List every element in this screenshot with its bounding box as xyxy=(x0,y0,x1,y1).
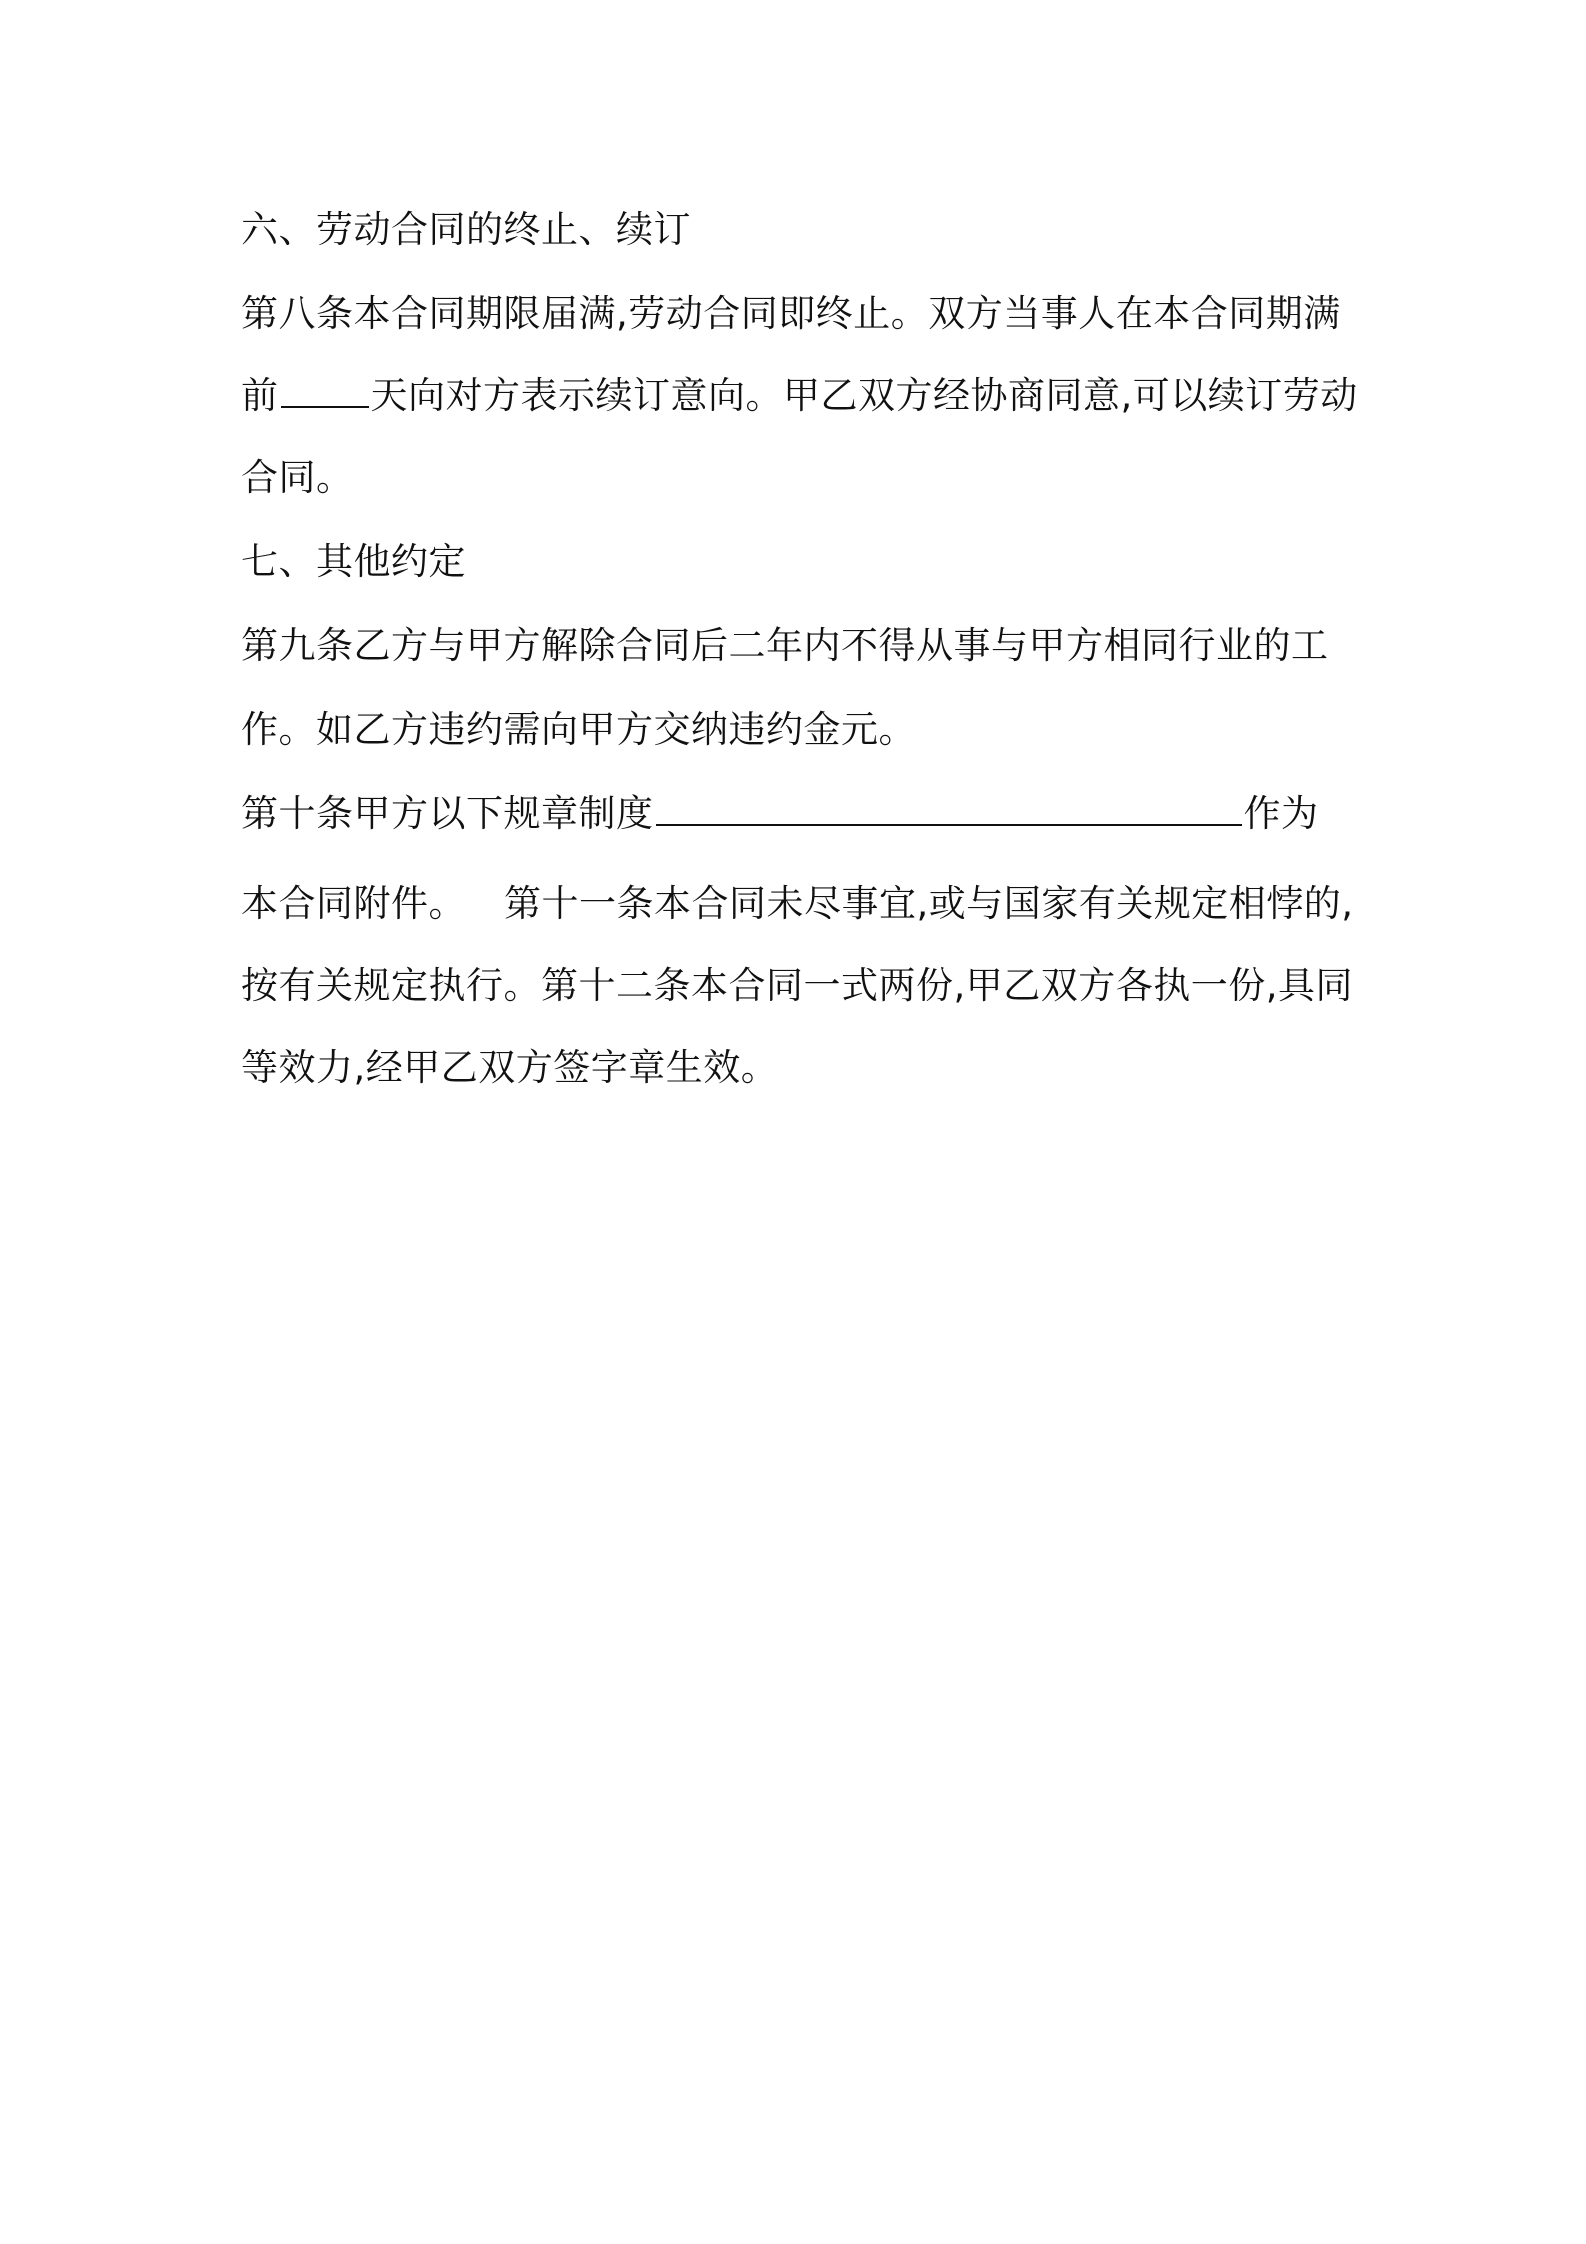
article-10-11-line xyxy=(241,880,1361,928)
article-8-line-2-prefix: 前 xyxy=(241,374,279,417)
article-8-line-2-suffix: 天向对方表示续订意向。甲乙双方经协商同意,可以续订劳动 xyxy=(370,374,1358,417)
article-11-12-line: 按有关规定执行。第十二条本合同一式两份,甲乙双方各执一份,具同 xyxy=(241,964,1354,1007)
section-6-heading: 六、劳动合同的终止、续订 xyxy=(241,208,691,251)
article-8-line-1: 第八条本合同期限届满,劳动合同即终止。双方当事人在本合同期满 xyxy=(241,292,1341,335)
renewal-days-blank xyxy=(281,374,369,408)
article-10-ending: 本合同附件。 xyxy=(241,882,466,925)
section-7-heading: 七、其他约定 xyxy=(241,540,466,583)
article-10-prefix: 第十条甲方以下规章制度 xyxy=(241,792,654,835)
article-9-line-1: 第九条乙方与甲方解除合同后二年内不得从事与甲方相同行业的工 xyxy=(241,624,1329,667)
article-10-line-1 xyxy=(241,790,1361,838)
article-10-suffix: 作为 xyxy=(1243,792,1319,835)
regulations-blank xyxy=(656,792,1242,826)
article-8-line-2 xyxy=(241,372,1361,420)
article-12-line-3: 等效力,经甲乙双方签字章生效。 xyxy=(241,1046,779,1089)
article-11-line-1: 第十一条本合同未尽事宜,或与国家有关规定相悖的, xyxy=(504,882,1354,925)
article-8-line-3: 合同。 xyxy=(241,456,354,499)
article-9-line-2: 作。如乙方违约需向甲方交纳违约金元。 xyxy=(241,708,916,751)
